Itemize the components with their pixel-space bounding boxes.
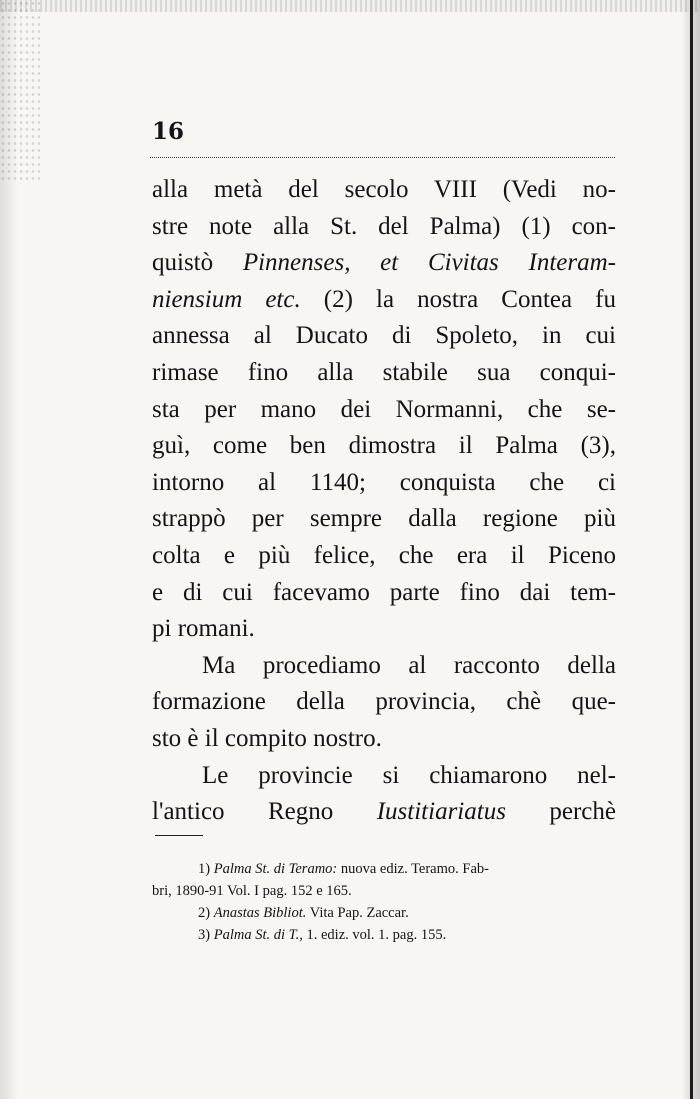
footnote-line: bri, 1890-91 Vol. I pag. 152 e 165.: [152, 883, 352, 899]
text-line: formazione della provincia, chè que-: [152, 688, 616, 716]
text-line: Le provincie si chiamarono nel-: [202, 761, 616, 789]
text-line: guì, come ben dimostra il Palma (3),: [152, 432, 616, 460]
footnote-line: 3) Palma St. di T., 1. ediz. vol. 1. pag. 155.: [198, 927, 447, 943]
text-line: stre note alla St. del Palma) (1) con-: [152, 212, 616, 240]
text-line: annessa al Ducato di Spoleto, in cui: [152, 322, 616, 350]
text-line: rimase fino alla stabile sua conqui-: [152, 358, 616, 386]
footnote-line: 1) Palma St. di Teramo: nuova ediz. Teramo. Fab-: [198, 861, 489, 877]
footnote-line: 2) Anastas Bibliot. Vita Pap. Zaccar.: [198, 905, 409, 921]
header-rule: [150, 157, 615, 158]
footnote-rule: [155, 835, 203, 836]
text-line: colta e più felice, che era il Piceno: [152, 541, 616, 569]
scan-speckle: [0, 0, 40, 180]
body-text: [152, 172, 616, 831]
text-line: sta per mano dei Normanni, che se-: [152, 395, 616, 423]
page-number: 16: [152, 118, 185, 145]
text-line: strappò per sempre dalla regione più: [152, 505, 616, 533]
text-line: l'antico Regno Iustitiariatus perchè: [152, 798, 616, 826]
text-line: intorno al 1140; conquista che ci: [152, 468, 616, 496]
footnotes: [152, 858, 617, 946]
text-line: e di cui facevamo parte fino dai tem-: [152, 578, 616, 606]
page-edge-line: [690, 0, 693, 1099]
text-line: sto è il compito nostro.: [152, 724, 382, 752]
text-line: quistò Pinnenses, et Civitas Interam-: [152, 249, 616, 277]
page-top-edge: [0, 0, 700, 12]
text-line: pi romani.: [152, 615, 255, 643]
text-line: niensium etc. (2) la nostra Contea fu: [152, 285, 616, 313]
text-line: alla metà del secolo VIII (Vedi no-: [152, 176, 616, 203]
text-line: Ma procediamo al racconto della: [202, 651, 616, 679]
